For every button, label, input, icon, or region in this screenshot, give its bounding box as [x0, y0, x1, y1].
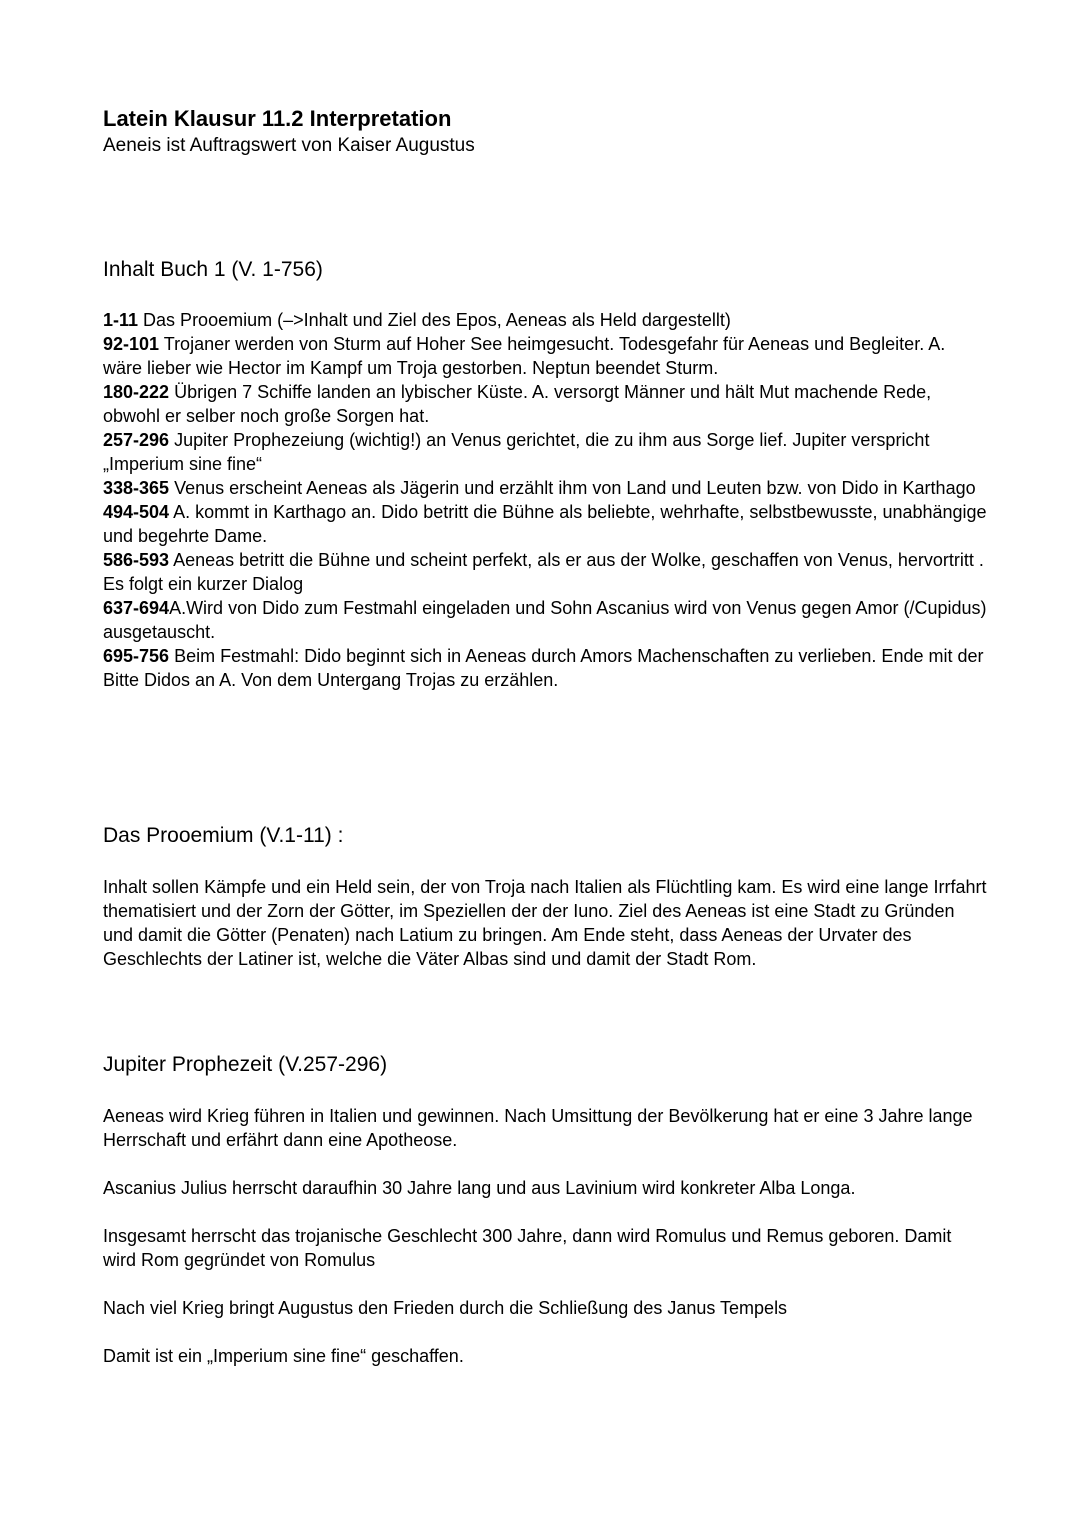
verse-text: A. kommt in Karthago an. Dido betritt die Bühne als beliebte, wehrhafte, selbstbewusste, unabhängige und begehrte Dame. [103, 502, 987, 546]
paragraph-jupiter-5: Damit ist ein „Imperium sine fine“ geschaffen. [103, 1346, 464, 1366]
document-subtitle: Aeneis ist Auftragswert von Kaiser Augustus [103, 135, 475, 156]
verse-summary-item [103, 548, 987, 596]
verse-text: Übrigen 7 Schiffe landen an lybischer Küste. A. versorgt Männer und hält Mut machende Rede, obwohl er selber noch große Sorgen hat. [103, 382, 932, 426]
verse-range: 695-756 [103, 646, 170, 666]
paragraph-prooemium: Inhalt sollen Kämpfe und ein Held sein, der von Troja nach Italien als Flüchtling kam. Es wird eine lange Irrfahrt thematisiert und der Zorn der Götter, im Speziellen der der Iuno. Ziel des Aeneas ist eine Stadt zu Gründen und damit die Götter (Penaten) nach Latium zu bringen. Am Ende steht, dass Aeneas der Urvater des Geschlechts der Latiner ist, welche die Väter Albas sind und damit der Stadt Rom. [103, 877, 987, 969]
verse-range: 92-101 [103, 334, 160, 354]
verse-summary-item [103, 428, 987, 476]
section-inhalt-buch-1 [103, 256, 987, 692]
verse-summary-item [103, 308, 987, 332]
verse-text: Trojaner werden von Sturm auf Hoher See heimgesucht. Todesgefahr für Aeneas und Begleiter. A. wäre lieber wie Hector im Kampf um Troja gestorben. Neptun beendet Sturm. [103, 334, 946, 378]
verse-range: 1-11 [103, 310, 139, 330]
document-title: Latein Klausur 11.2 Interpretation [103, 106, 452, 131]
verse-text: Beim Festmahl: Dido beginnt sich in Aeneas durch Amors Machenschaften zu verlieben. Ende mit der Bitte Didos an A. Von dem Untergang Trojas zu erzählen. [103, 646, 984, 690]
verse-summary-item [103, 380, 987, 428]
section-heading-prooemium: Das Prooemium (V.1-11) : [103, 824, 344, 847]
verse-range: 637-694 [103, 598, 170, 618]
verse-range: 494-504 [103, 502, 170, 522]
verse-summary-list [103, 308, 987, 692]
verse-summary-item [103, 500, 987, 548]
paragraph-jupiter-2: Ascanius Julius herrscht daraufhin 30 Jahre lang und aus Lavinium wird konkreter Alba Longa. [103, 1178, 856, 1198]
verse-range: 586-593 [103, 550, 170, 570]
section-prooemium [103, 822, 987, 971]
verse-summary-item [103, 596, 987, 644]
document-header [103, 106, 983, 157]
verse-summary-item [103, 332, 987, 380]
paragraph-jupiter-4: Nach viel Krieg bringt Augustus den Frieden durch die Schließung des Janus Tempels [103, 1298, 788, 1318]
paragraph-jupiter-1: Aeneas wird Krieg führen in Italien und gewinnen. Nach Umsittung der Bevölkerung hat er eine 3 Jahre lange Herrschaft und erfährt dann eine Apotheose. [103, 1106, 973, 1150]
section-heading-inhalt: Inhalt Buch 1 (V. 1-756) [103, 258, 323, 281]
verse-text: Venus erscheint Aeneas als Jägerin und erzählt ihm von Land und Leuten bzw. von Dido in Karthago [169, 478, 976, 498]
verse-text: A.Wird von Dido zum Festmahl eingeladen und Sohn Ascanius wird von Venus gegen Amor (/Cupidus) ausgetauscht. [103, 598, 987, 642]
verse-text: Das Prooemium (–>Inhalt und Ziel des Epos, Aeneas als Held dargestellt) [138, 310, 731, 330]
verse-range: 180-222 [103, 382, 170, 402]
verse-range: 338-365 [103, 478, 170, 498]
section-heading-jupiter: Jupiter Prophezeit (V.257-296) [103, 1053, 388, 1076]
verse-summary-item [103, 644, 987, 692]
verse-range: 257-296 [103, 430, 170, 450]
verse-text: Jupiter Prophezeiung (wichtig!) an Venus gerichtet, die zu ihm aus Sorge lief. Jupiter verspricht „Imperium sine fine“ [103, 430, 930, 474]
paragraph-jupiter-3: Insgesamt herrscht das trojanische Geschlecht 300 Jahre, dann wird Romulus und Remus geboren. Damit wird Rom gegründet von Romulus [103, 1226, 952, 1270]
verse-text: Aeneas betritt die Bühne und scheint perfekt, als er aus der Wolke, geschaffen von Venus, hervortritt . Es folgt ein kurzer Dialog [103, 550, 984, 594]
verse-summary-item [103, 476, 987, 500]
section-jupiter-prophezeit [103, 1051, 983, 1368]
